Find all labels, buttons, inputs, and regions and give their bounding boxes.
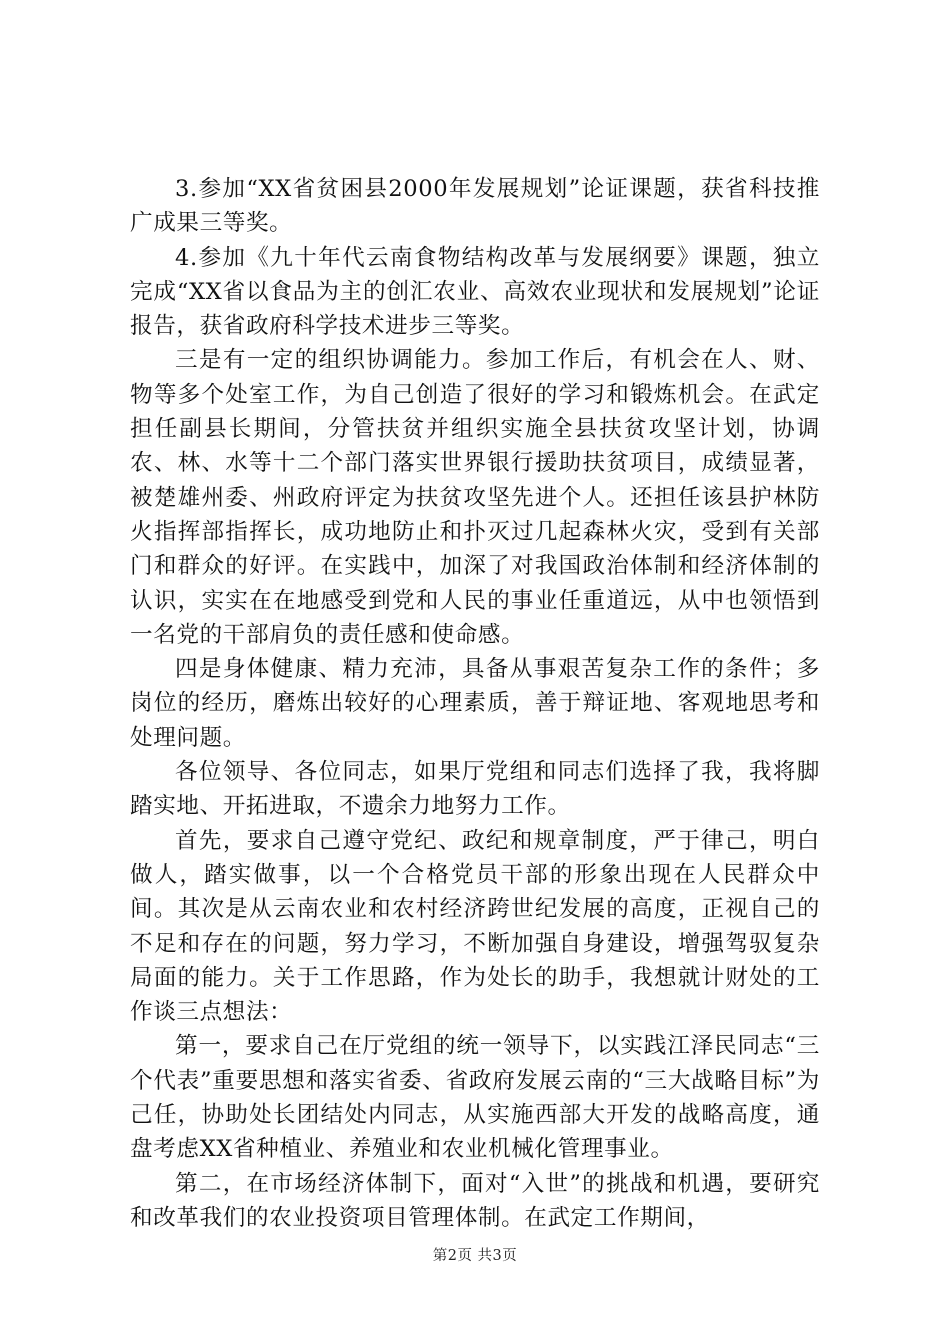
paragraph-point-two: 第二，在市场经济体制下，面对“入世”的挑战和机遇，要研究和改革我们的农业投资项目管理体制。在武定工作期间， <box>130 1170 820 1231</box>
paragraph-organization-ability: 三是有一定的组织协调能力。参加工作后，有机会在人、财、物等多个处室工作，为自己创造了很好的学习和锻炼机会。在武定担任副县长期间，分管扶贫并组织实施全县扶贫攻坚计划，协调农、林、水等十二个部门落实世界银行援助扶贫项目，成绩显著，被楚雄州委、州政府评定为扶贫攻坚先进个人。还担任该县护林防火指挥部指挥长，成功地防止和扑灭过几起森林火灾，受到有关部门和群众的好评。在实践中，加深了对我国政治体制和经济体制的认识，实实在在地感受到党和人民的事业任重道远，从中也领悟到一名党的干部肩负的责任感和使命感。 <box>130 347 820 648</box>
page-footer <box>0 1246 950 1266</box>
document-body <box>130 172 820 1235</box>
paragraph-point-one: 第一，要求自己在厅党组的统一领导下，以实践江泽民同志“三个代表”重要思想和落实省委、省政府发展云南的“三大战略目标”为己任，协助处长团结处内同志，从实施西部大开发的战略高度，通盘考虑XX省种植业、养殖业和农业机械化管理事业。 <box>130 1033 820 1163</box>
paragraph-address-leaders: 各位领导、各位同志，如果厅党组和同志们选择了我，我将脚踏实地、开拓进取，不遗余力地努力工作。 <box>130 759 820 820</box>
paragraph-first-requirements: 首先，要求自己遵守党纪、政纪和规章制度，严于律己，明白做人，踏实做事，以一个合格党员干部的形象出现在人民群众中间。其次是从云南农业和农村经济跨世纪发展的高度，正视自己的不足和存在的问题，努力学习，不断加强自身建设，增强驾驭复杂局面的能力。关于工作思路，作为处长的助手，我想就计财处的工作谈三点想法： <box>130 827 820 1026</box>
page-number-label: 第2页 共3页 <box>432 1248 518 1264</box>
paragraph-item-4: 4.参加《九十年代云南食物结构改革与发展纲要》课题，独立完成“XX省以食品为主的创汇农业、高效农业现状和发展规划”论证报告，获省政府科学技术进步三等奖。 <box>130 244 820 340</box>
paragraph-item-3: 3.参加“XX省贫困县2000年发展规划”论证课题，获省科技推广成果三等奖。 <box>130 176 820 237</box>
paragraph-health: 四是身体健康、精力充沛，具备从事艰苦复杂工作的条件；多岗位的经历，磨炼出较好的心理素质，善于辩证地、客观地思考和处理问题。 <box>130 656 820 751</box>
